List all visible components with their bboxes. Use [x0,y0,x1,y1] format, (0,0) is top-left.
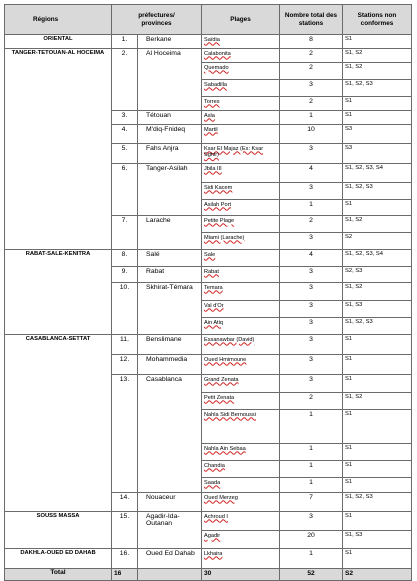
table-header-row [5,5,412,35]
region-cell: DAKHLA-OUED ED DAHAB [5,549,112,569]
non-conforming-stations: S1 [343,549,412,569]
non-conforming-stations: S1, S2, S3 [343,80,412,97]
header-regions: Régions [5,5,112,35]
beach-name [202,531,280,549]
non-conforming-stations: S1, S2, S3 [343,183,412,200]
beach-name-text: Saada [204,479,221,486]
region-cell: CASABLANCA-SETTAT [5,335,112,512]
non-conforming-stations: S1 [343,478,412,493]
prefecture-number: 2. [112,49,138,111]
beach-name [202,144,280,164]
station-count: 2 [280,97,343,111]
beach-name [202,111,280,125]
prefecture-name: Berkane [138,35,202,49]
region-cell: TANGER-TETOUAN-AL HOCEIMA [5,49,112,250]
beach-name [202,49,280,63]
beach-name [202,35,280,49]
non-conforming-stations: S3 [343,125,412,144]
beach-name-text: Miami (Larache) [204,234,245,241]
prefecture-name: Rabat [138,267,202,283]
table-row [5,35,412,49]
prefecture-name: Larache [138,216,202,250]
prefecture-number: 7. [112,216,138,250]
beach-name-text: Quemado [204,64,229,71]
region-cell: RABAT-SALE-KENITRA [5,250,112,335]
total-plages: 30 [202,569,280,581]
prefecture-name: Skhirat-Témara [138,283,202,335]
beach-name [202,267,280,283]
station-count: 3 [280,301,343,318]
prefecture-number: 14. [112,493,138,512]
beach-name-text: Ksar El Majaz (Ex: Ksar Sghir) [204,145,264,158]
beach-name-text: Asilah Port [204,201,232,208]
header-plages: Plages [202,5,280,35]
beach-name [202,410,280,444]
beach-name [202,493,280,512]
beach-name [202,393,280,410]
beach-name [202,461,280,478]
non-conforming-stations: S2 [343,233,412,250]
beach-name [202,375,280,393]
non-conforming-stations: S1 [343,410,412,444]
beach-name-text: Achroud I [204,513,228,520]
station-count: 3 [280,375,343,393]
region-cell: SOUSS MASSA [5,512,112,549]
station-count: 1 [280,111,343,125]
station-count: 3 [280,283,343,301]
station-count: 1 [280,444,343,461]
prefecture-name: Benslimane [138,335,202,355]
non-conforming-stations: S1, S2, S3, S4 [343,164,412,183]
stations-table [4,4,412,581]
beach-name [202,250,280,267]
station-count: 3 [280,144,343,164]
station-count: 8 [280,35,343,49]
prefecture-name: Salé [138,250,202,267]
station-count: 1 [280,461,343,478]
beach-name [202,283,280,301]
prefecture-name: Oued Ed Dahab [138,549,202,569]
station-count: 1 [280,200,343,216]
non-conforming-stations: S1 [343,444,412,461]
beach-name-text: Sabadilla [204,81,228,88]
beach-name [202,478,280,493]
beach-name [202,233,280,250]
station-count: 4 [280,250,343,267]
non-conforming-stations: S1 [343,335,412,355]
station-count: 1 [280,410,343,444]
beach-name-text: Torres [204,98,220,105]
prefecture-number: 10. [112,283,138,335]
beach-name-text: Saïdia [204,36,220,43]
non-conforming-stations: S1 [343,512,412,531]
station-count: 20 [280,531,343,549]
beach-name [202,63,280,80]
beach-name-text: Temara [204,284,223,291]
header-stations-non-conformes: Stations non conformes [343,5,412,35]
prefecture-number: 12. [112,355,138,375]
beach-name-text: Asla [204,112,215,119]
beach-name-text: Oued Hmimoune [204,356,247,363]
prefecture-number: 5. [112,144,138,164]
non-conforming-stations: S1, S2, S3, S4 [343,250,412,267]
prefecture-number: 6. [112,164,138,216]
prefecture-number: 11. [112,335,138,355]
beach-name [202,355,280,375]
beach-name-text: Petite Plage [204,217,235,224]
non-conforming-stations: S1 [343,111,412,125]
beach-name-text: Nahla Sidi Bernoussi [204,411,256,418]
header-nombre-stations: Nombre total des stations [280,5,343,35]
beach-name [202,318,280,335]
prefecture-name: Tanger-Asilah [138,164,202,216]
total-row [5,569,412,581]
beach-name [202,301,280,318]
prefecture-number: 13. [112,375,138,493]
beach-name-text: Chandia [204,462,225,469]
beach-name-text: Grand Zenata [204,376,239,383]
prefecture-name: Fahs Anjra [138,144,202,164]
prefecture-name: M'diq-Fnideq [138,125,202,144]
non-conforming-stations: S1, S2 [343,63,412,80]
station-count: 3 [280,318,343,335]
non-conforming-stations: S1 [343,355,412,375]
prefecture-name: Al Hoceima [138,49,202,111]
total-stations: 52 [280,569,343,581]
table-row [5,250,412,267]
beach-name-text: Rabat [204,268,219,275]
non-conforming-stations: S1 [343,200,412,216]
beach-name-text: Ain Atiq [204,319,223,326]
beach-name-text: Sale [204,251,216,258]
prefecture-name: Agadir-Ida-Outanan [138,512,202,549]
beach-name [202,164,280,183]
prefecture-number: 16. [112,549,138,569]
beach-name [202,183,280,200]
station-count: 2 [280,63,343,80]
station-count: 3 [280,335,343,355]
beach-name-text: Petit Zenata [204,394,235,401]
station-count: 10 [280,125,343,144]
non-conforming-stations: S1, S2 [343,283,412,301]
prefecture-name: Mohammedia [138,355,202,375]
station-count: 3 [280,233,343,250]
non-conforming-stations: S1, S2, S3 [343,493,412,512]
total-label: Total [5,569,112,581]
non-conforming-stations: S1, S3 [343,531,412,549]
non-conforming-stations: S1 [343,35,412,49]
station-count: 3 [280,80,343,97]
beach-name [202,512,280,531]
beach-name-text: Essanawbar (David) [204,336,255,343]
non-conforming-stations: S1 [343,461,412,478]
beach-name [202,200,280,216]
prefecture-number: 1. [112,35,138,49]
non-conforming-stations: S1, S2 [343,216,412,233]
beach-name [202,216,280,233]
non-conforming-stations: S1 [343,375,412,393]
beach-name [202,125,280,144]
station-count: 7 [280,493,343,512]
non-conforming-stations: S1, S3 [343,301,412,318]
station-count: 2 [280,49,343,63]
station-count: 4 [280,164,343,183]
prefecture-number: 8. [112,250,138,267]
non-conforming-stations: S2, S3 [343,267,412,283]
non-conforming-stations: S1, S2 [343,393,412,410]
total-empty [138,569,202,581]
prefecture-number: 3. [112,111,138,125]
non-conforming-stations: S1 [343,97,412,111]
beach-name-text: Sidi Kacem [204,184,233,191]
beach-name-text: Jbila III [204,165,222,172]
station-count: 3 [280,267,343,283]
non-conforming-stations: S1, S2 [343,49,412,63]
table-row [5,335,412,355]
prefecture-name: Casablanca [138,375,202,493]
beach-name-text: Lkhaira [204,550,223,557]
station-count: 3 [280,512,343,531]
station-count: 1 [280,478,343,493]
beach-name [202,80,280,97]
beach-name-text: Calabonita [204,50,231,57]
beach-name [202,97,280,111]
beach-name-text: Agadir [204,532,221,539]
beach-name [202,335,280,355]
prefecture-number: 4. [112,125,138,144]
station-count: 3 [280,355,343,375]
table-row [5,549,412,569]
header-prefectures: préfectures/ provinces [112,5,202,35]
station-count: 3 [280,183,343,200]
beach-name [202,549,280,569]
prefecture-number: 15. [112,512,138,549]
total-nonconformes: S2 [343,569,412,581]
table-row [5,512,412,531]
prefecture-number: 9. [112,267,138,283]
beach-name-text: Val d'Or [204,302,224,309]
station-count: 2 [280,393,343,410]
prefecture-name: Nouaceur [138,493,202,512]
beach-name [202,444,280,461]
beach-name-text: Martil [204,126,218,133]
total-prefectures: 16 [112,569,138,581]
prefecture-name: Tétouan [138,111,202,125]
table-row [5,49,412,63]
non-conforming-stations: S3 [343,144,412,164]
region-cell: ORIENTAL [5,35,112,49]
beach-name-text: Oued Merzeg [204,494,238,501]
station-count: 1 [280,549,343,569]
beach-name-text: Nahla Ain Sebaa [204,445,246,452]
non-conforming-stations: S1, S2, S3 [343,318,412,335]
station-count: 2 [280,216,343,233]
